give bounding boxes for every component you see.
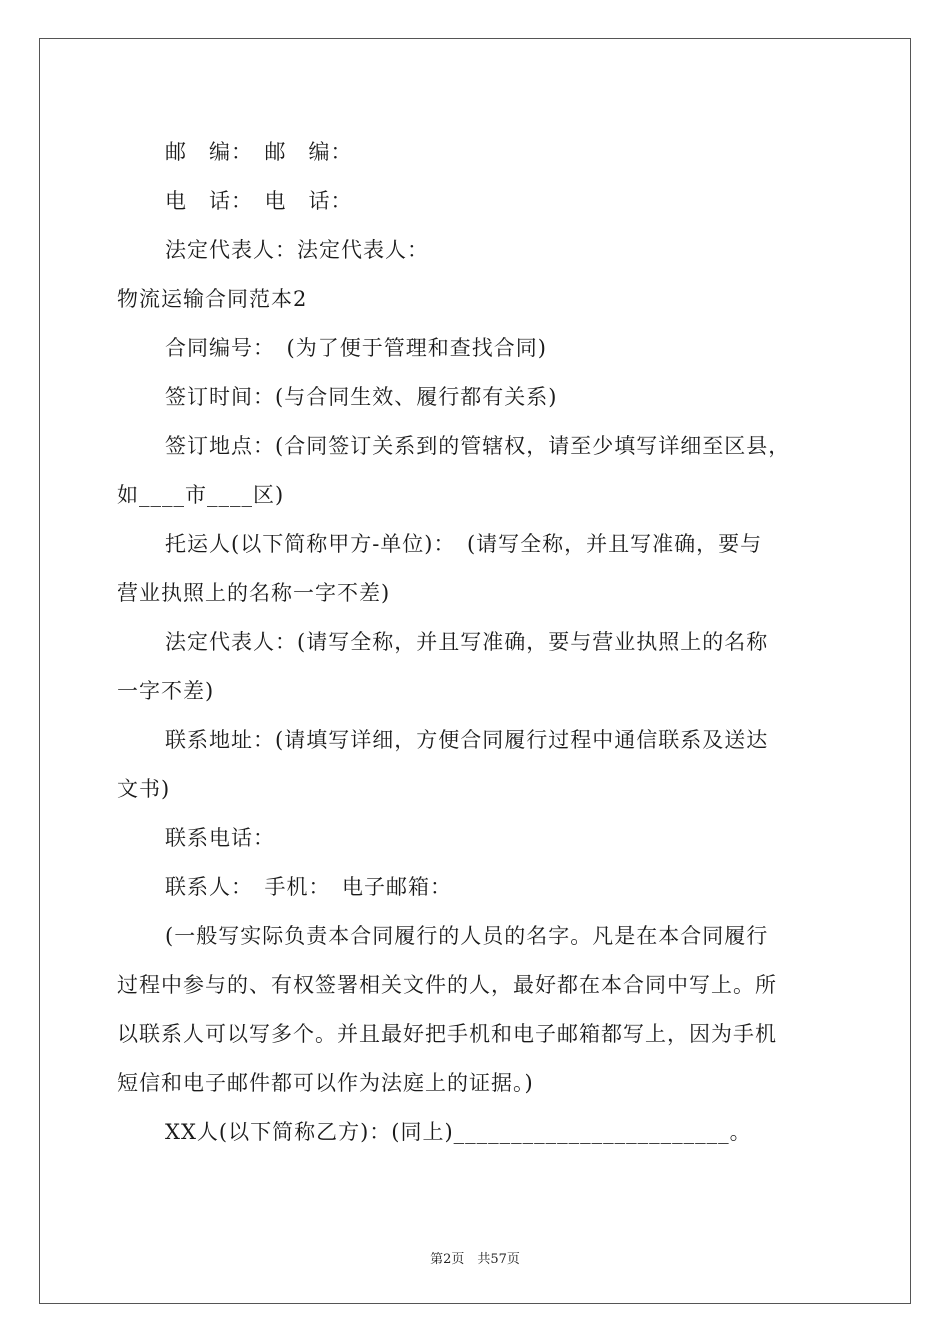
- postcode-line: 邮 编： 邮 编：: [165, 140, 353, 164]
- legal-rep-note-line: 法定代表人：(请写全称，并且写准确，要与营业执照上的名称: [165, 630, 769, 654]
- party-b-line: XX人(以下简称乙方)：(同上)________________________。: [165, 1120, 752, 1144]
- contract-number-line: 合同编号： (为了便于管理和查找合同): [165, 336, 547, 360]
- phone-line: 电 话： 电 话：: [165, 189, 353, 213]
- contact-note-line-2: 过程中参与的、有权签署相关文件的人，最好都在本合同中写上。所: [117, 973, 777, 997]
- contact-person-line: 联系人： 手机： 电子邮箱：: [165, 875, 452, 899]
- contact-note-line-1: (一般写实际负责本合同履行的人员的名字。凡是在本合同履行: [165, 924, 769, 948]
- page-footer: 第2页 共57页: [430, 1252, 520, 1267]
- legal-rep-note-line-cont: 一字不差): [117, 679, 215, 703]
- shipper-line: 托运人(以下简称甲方-单位)： (请写全称，并且写准确，要与: [165, 532, 763, 556]
- contact-phone-line: 联系电话：: [165, 826, 275, 850]
- signing-place-line-cont: 如____市____区): [117, 483, 285, 507]
- document-body: [117, 128, 839, 1157]
- signing-time-line: 签订时间：(与合同生效、履行都有关系): [165, 385, 558, 409]
- contact-address-line: 联系地址：(请填写详细，方便合同履行过程中通信联系及送达: [165, 728, 769, 752]
- contact-note-line-4: 短信和电子邮件都可以作为法庭上的证据。): [117, 1071, 534, 1095]
- section-title: 物流运输合同范本2: [117, 287, 308, 311]
- shipper-line-cont: 营业执照上的名称一字不差): [117, 581, 391, 605]
- contact-address-line-cont: 文书): [117, 777, 171, 801]
- signing-place-line: 签订地点：(合同签订关系到的管辖权，请至少填写详细至区县，: [165, 434, 791, 458]
- legal-rep-line: 法定代表人：法定代表人：: [165, 238, 429, 262]
- contact-note-line-3: 以联系人可以写多个。并且最好把手机和电子邮箱都写上，因为手机: [117, 1022, 777, 1046]
